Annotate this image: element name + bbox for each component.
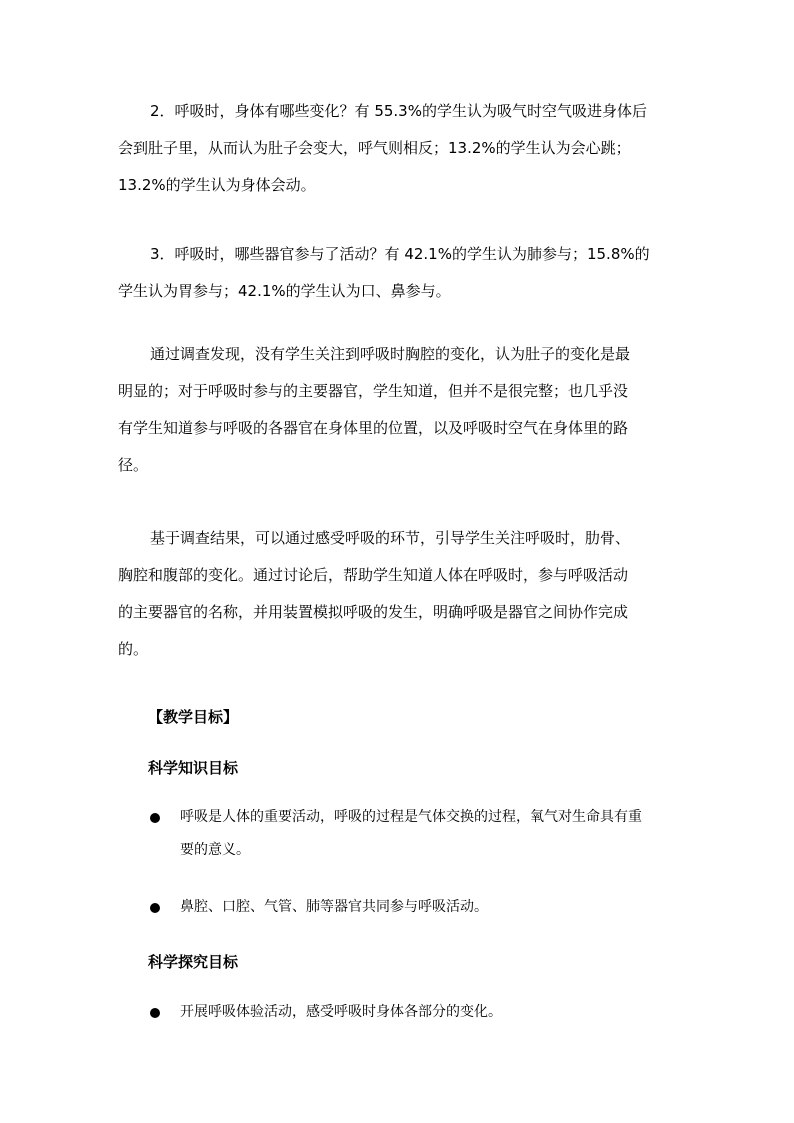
text-line: 开展呼吸体验活动，感受呼吸时身体各部分的变化。 <box>180 1004 502 1020</box>
text-line: 学生认为胃参与；42.1%的学生认为口、鼻参与。 <box>118 282 451 300</box>
text-line: 基于调查结果，可以通过感受呼吸的环节，引导学生关注呼吸时，肋骨、 <box>150 529 631 547</box>
heading-inquiry-goals: 科学探究目标 <box>148 953 239 971</box>
text-line: 有学生知道参与呼吸的各器官在身体里的位置，以及呼吸时空气在身体里的路 <box>118 419 629 437</box>
text-line: 的。 <box>118 640 149 658</box>
text-line: 明显的；对于呼吸时参与的主要器官，学生知道，但并不是很完整；也几乎没 <box>118 382 629 400</box>
list-item <box>150 891 672 924</box>
text-line: 的主要器官的名称，并用装置模拟呼吸的发生，明确呼吸是器官之间协作完成 <box>118 603 629 621</box>
text-line: 胸腔和腹部的变化。通过讨论后，帮助学生知道人体在呼吸时，参与呼吸活动 <box>118 566 629 584</box>
text-line: 径。 <box>118 456 149 474</box>
paragraph-question-2 <box>118 93 674 204</box>
bullet-icon <box>150 903 160 913</box>
text-line: 3．呼吸时，哪些器官参与了活动？有 42.1%的学生认为肺参与；15.8%的 <box>150 245 650 263</box>
text-line: 会到肚子里，从而认为肚子会变大，呼气则相反；13.2%的学生认为会心跳； <box>118 139 631 157</box>
text-line: 鼻腔、口腔、气管、肺等器官共同参与呼吸活动。 <box>180 899 488 915</box>
paragraph-teaching-approach <box>118 520 674 668</box>
list-item <box>150 996 672 1029</box>
text-line: 呼吸是人体的重要活动，呼吸的过程是气体交换的过程，氧气对生命具有重 <box>180 809 642 825</box>
bullet-icon <box>150 813 160 823</box>
text-line: 通过调查发现，没有学生关注到呼吸时胸腔的变化，认为肚子的变化是最 <box>150 345 631 363</box>
list-item <box>150 801 672 867</box>
paragraph-survey-findings <box>118 336 674 484</box>
paragraph-question-3 <box>118 236 674 310</box>
heading-knowledge-goals: 科学知识目标 <box>148 759 239 777</box>
text-line: 13.2%的学生认为身体会动。 <box>118 176 316 194</box>
text-line: 要的意义。 <box>180 842 250 858</box>
section-title-teaching-goals: 【教学目标】 <box>148 708 239 726</box>
bullet-icon <box>150 1008 160 1018</box>
text-line: 2．呼吸时，身体有哪些变化？有 55.3%的学生认为吸气时空气吸进身体后 <box>150 102 647 120</box>
